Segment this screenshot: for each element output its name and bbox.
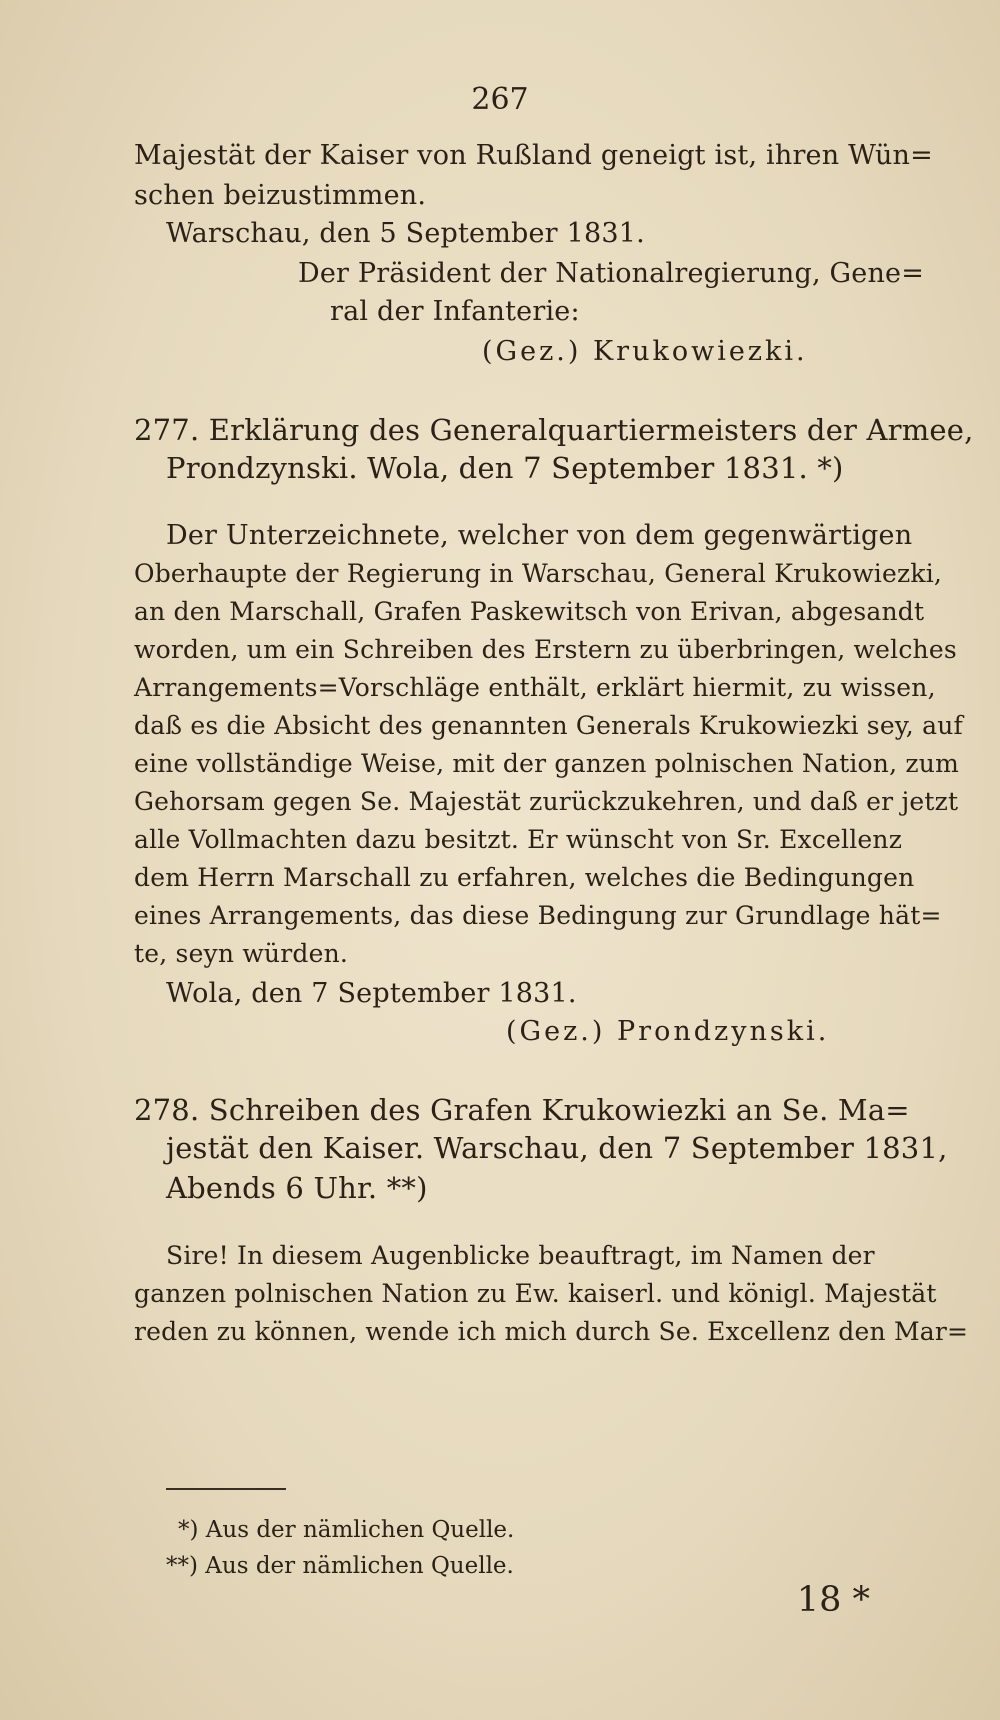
section-277-body-12: te, seyn würden. xyxy=(134,939,349,968)
footnote-rule xyxy=(166,1488,286,1490)
signature-mark: 18 * xyxy=(796,1580,870,1620)
section-277-body-1: Der Unterzeichnete, welcher von dem gegenwärtigen xyxy=(166,520,913,551)
section-277-heading-1: 277. Erklärung des Generalquartiermeisters der Armee, xyxy=(134,413,974,447)
section-277-body-2: Oberhaupte der Regierung in Warschau, General Krukowiezki, xyxy=(134,559,943,588)
section-277-body-4: worden, um ein Schreiben des Erstern zu überbringen, welches xyxy=(134,635,957,664)
section-277-body-7: eine vollständige Weise, mit der ganzen polnischen Nation, zum xyxy=(134,749,959,778)
footnote-1: *) Aus der nämlichen Quelle. xyxy=(178,1517,515,1543)
section-277-body-5: Arrangements=Vorschläge enthält, erklärt hiermit, zu wissen, xyxy=(134,673,936,702)
section-277-body-6: daß es die Absicht des genannten Generals Krukowiezki sey, auf xyxy=(134,711,963,740)
section-277-place-date: Wola, den 7 September 1831. xyxy=(166,978,577,1009)
section-278-body-3: reden zu können, wende ich mich durch Se. Excellenz den Mar= xyxy=(134,1317,969,1346)
section-277-body-3: an den Marschall, Grafen Paskewitsch von Erivan, abgesandt xyxy=(134,597,925,626)
section-277-signature: (Gez.) Prondzynski. xyxy=(506,1016,830,1047)
page-number: 267 xyxy=(471,82,529,117)
intro-signer-line-1: Der Präsident der Nationalregierung, Gene= xyxy=(298,258,925,289)
section-278-body-2: ganzen polnischen Nation zu Ew. kaiserl. und königl. Majestät xyxy=(134,1279,937,1308)
intro-line-2: schen beizustimmen. xyxy=(134,180,427,211)
intro-signature: (Gez.) Krukowiezki. xyxy=(482,336,808,367)
intro-signer-line-2: ral der Infanterie: xyxy=(330,296,580,327)
section-277-heading-2: Prondzynski. Wola, den 7 September 1831. *) xyxy=(166,451,844,485)
section-277-body-8: Gehorsam gegen Se. Majestät zurückzukehren, und daß er jetzt xyxy=(134,787,959,816)
intro-place-date: Warschau, den 5 September 1831. xyxy=(166,218,645,249)
section-278-heading-1: 278. Schreiben des Grafen Krukowiezki an Se. Ma= xyxy=(134,1093,910,1127)
intro-line-1: Majestät der Kaiser von Rußland geneigt ist, ihren Wün= xyxy=(134,140,933,171)
section-277-body-9: alle Vollmachten dazu besitzt. Er wünscht von Sr. Excellenz xyxy=(134,825,903,854)
section-278-heading-2: jestät den Kaiser. Warschau, den 7 September 1831, xyxy=(166,1131,948,1165)
section-278-body-1: Sire! In diesem Augenblicke beauftragt, im Namen der xyxy=(166,1241,875,1270)
section-278-heading-3: Abends 6 Uhr. **) xyxy=(166,1171,428,1205)
section-277-body-11: eines Arrangements, das diese Bedingung zur Grundlage hät= xyxy=(134,901,942,930)
section-277-body-10: dem Herrn Marschall zu erfahren, welches die Bedingungen xyxy=(134,863,915,892)
footnote-2: **) Aus der nämlichen Quelle. xyxy=(166,1553,514,1579)
